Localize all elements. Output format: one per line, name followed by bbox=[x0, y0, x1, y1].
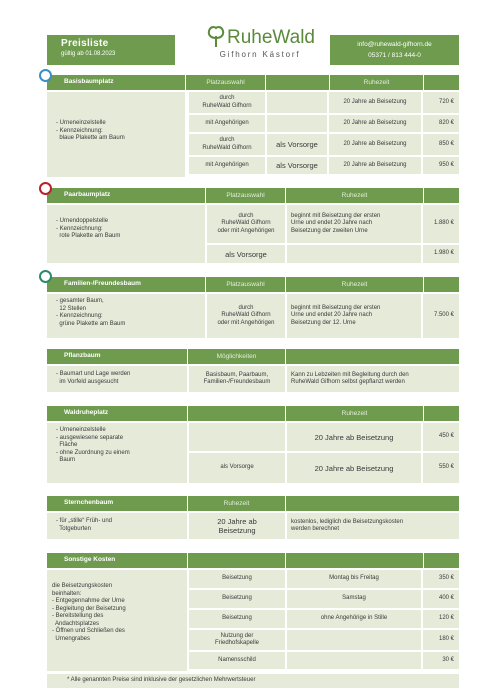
section-title-basis: Basisbaumplatz bbox=[47, 75, 185, 90]
header-empty bbox=[187, 553, 285, 568]
desc-pflanz: - Baumart und Lage werden im Vorfeld ausgesucht bbox=[56, 371, 131, 385]
sonstige-row5-price: 30 € bbox=[423, 652, 459, 669]
basis-row1-option: durch RuheWald Gifhorn bbox=[189, 92, 265, 113]
paar-row1-ruhezeit: beginnt mit Beisetzung der ersten Urne und endet 20 Jahre nach Beisetzung der zweiten Urne bbox=[287, 205, 421, 243]
header-platzauswahl: Platzauswahl bbox=[185, 75, 265, 90]
sonstige-row2-when: Samstag bbox=[287, 590, 421, 608]
paar-row1-option: durch RuheWald Gifhorn oder mit Angehörigen bbox=[207, 205, 285, 243]
desc-basis: - Urneneinzelstelle - Kennzeichnung: blaue Plakette am Baum bbox=[56, 120, 125, 141]
header-price bbox=[423, 75, 459, 90]
basis-row2-ruhezeit: 20 Jahre ab Beisetzung bbox=[329, 115, 421, 132]
valid-date: gültig ab 01.08.2023 bbox=[61, 51, 116, 57]
pflanz-desc: Kann zu Lebzeiten mit Begleitung durch den RuheWald Gifhorn selbst gepflanzt werden bbox=[287, 366, 459, 392]
header-empty bbox=[285, 553, 423, 568]
header-ruhezeit: Ruhezeit bbox=[285, 188, 423, 203]
section-title-sternchen: Sternchenbaum bbox=[47, 496, 187, 511]
header-moeglichkeiten: Möglichkeiten bbox=[187, 349, 285, 364]
sonstige-row1-price: 350 € bbox=[423, 570, 459, 588]
basis-row4-vorsorge: als Vorsorge bbox=[267, 157, 327, 174]
header-price bbox=[423, 277, 459, 292]
basis-row1-price: 720 € bbox=[423, 92, 459, 113]
contact-box bbox=[330, 35, 459, 65]
basis-row2-price: 820 € bbox=[423, 115, 459, 132]
header-empty bbox=[265, 75, 329, 90]
price-list-header bbox=[47, 35, 175, 65]
sonstige-row3-price: 120 € bbox=[423, 610, 459, 628]
basis-row2-option: mit Angehörigen bbox=[189, 115, 265, 132]
sonstige-row4-item: Nutzung der Friedhofskapelle bbox=[189, 630, 285, 650]
logo bbox=[195, 24, 325, 74]
contact-email[interactable]: info@ruhewald-gifhorn.de bbox=[357, 41, 432, 48]
sternchen-desc: kostenlos, lediglich die Beisetzungskosten werden berechnet bbox=[287, 513, 459, 539]
page-title: Preisliste bbox=[61, 38, 109, 49]
section-title-sonstige: Sonstige Kosten bbox=[47, 553, 187, 568]
basis-row3-ruhezeit: 20 Jahre ab Beisetzung bbox=[329, 134, 421, 155]
header-ruhezeit: Ruhezeit bbox=[187, 496, 285, 511]
desc-paar: - Urnendoppelstelle - Kennzeichnung: rote Plakette am Baum bbox=[56, 218, 121, 239]
header-platzauswahl: Platzauswahl bbox=[205, 277, 285, 292]
section-title-wald: Waldruheplatz bbox=[47, 406, 187, 421]
sternchen-ruhezeit: 20 Jahre ab Beisetzung bbox=[189, 513, 285, 539]
paar-row2-price: 1.980 € bbox=[423, 245, 459, 263]
wald-row2-ruhezeit: 20 Jahre ab Beisetzung bbox=[287, 453, 421, 483]
basis-row4-ruhezeit: 20 Jahre ab Beisetzung bbox=[329, 157, 421, 174]
basis-row2-vorsorge bbox=[267, 115, 327, 132]
basis-row4-option: mit Angehörigen bbox=[189, 157, 265, 174]
header-ruhezeit: Ruhezeit bbox=[285, 406, 423, 421]
header-empty bbox=[187, 406, 285, 421]
basis-row3-vorsorge: als Vorsorge bbox=[267, 134, 327, 155]
basis-row4-price: 950 € bbox=[423, 157, 459, 174]
sonstige-row4-price: 180 € bbox=[423, 630, 459, 650]
pflanz-option: Basisbaum, Paarbaum, Familien-/Freundesbaum bbox=[189, 366, 285, 392]
wald-row1-ruhezeit: 20 Jahre ab Beisetzung bbox=[287, 423, 421, 451]
sonstige-row2-item: Beisetzung bbox=[189, 590, 285, 608]
wald-row2-price: 550 € bbox=[423, 453, 459, 483]
sonstige-row3-when: ohne Angehörige in Stille bbox=[287, 610, 421, 628]
desc-familie: - gesamter Baum, 12 Stellen - Kennzeichnung: grüne Plakette am Baum bbox=[56, 298, 126, 327]
desc-wald: - Urneneinzelstelle - ausgewiesene separate Fläche - ohne Zuordnung zu einem Baum bbox=[56, 427, 130, 463]
contact-phone[interactable]: 05371 / 813 444-0 bbox=[368, 52, 421, 59]
red-marker-icon bbox=[39, 182, 52, 195]
sonstige-row5-item: Namensschild bbox=[189, 652, 285, 669]
desc-sternchen: - für „stille“ Früh- und Totgeburten bbox=[56, 518, 113, 532]
paar-row1-price: 1.880 € bbox=[423, 205, 459, 243]
familie-price: 7.500 € bbox=[423, 294, 459, 338]
wald-row1-price: 450 € bbox=[423, 423, 459, 451]
header-empty bbox=[285, 496, 459, 511]
section-title-familie: Familien-/Freundesbaum bbox=[47, 277, 205, 292]
paar-row2-empty bbox=[287, 245, 421, 263]
wald-row2-option: als Vorsorge bbox=[189, 453, 285, 483]
header-price bbox=[423, 188, 459, 203]
sonstige-row3-item: Beisetzung bbox=[189, 610, 285, 628]
paar-row2-option: als Vorsorge bbox=[207, 245, 285, 263]
sonstige-row4-when bbox=[287, 630, 421, 650]
sonstige-row5-when bbox=[287, 652, 421, 669]
familie-ruhezeit: beginnt mit Beisetzung der ersten Urne und endet 20 Jahre nach Beisetzung der 12. Urne bbox=[287, 294, 421, 338]
vat-footnote: * Alle genannten Preise sind inklusive der gesetzlichen Mehrwertsteuer bbox=[47, 674, 459, 688]
basis-row3-option: durch RuheWald Gifhorn bbox=[189, 134, 265, 155]
logo-subtitle: Gifhorn Kästorf bbox=[219, 50, 301, 59]
green-marker-icon bbox=[39, 270, 52, 283]
sonstige-row1-when: Montag bis Freitag bbox=[287, 570, 421, 588]
desc-sonstige: die Beisetzungskosten beinhalten: - Entgegennahme der Urne - Begleitung der Beisetzung - Bereitstellung des Andachtsplatzes - Öffnen und Schließen des Urnengrabes bbox=[52, 583, 126, 642]
header-ruhezeit: Ruhezeit bbox=[285, 277, 423, 292]
header-platzauswahl: Platzauswahl bbox=[205, 188, 285, 203]
basis-row3-price: 850 € bbox=[423, 134, 459, 155]
basis-row1-ruhezeit: 20 Jahre ab Beisetzung bbox=[329, 92, 421, 113]
sonstige-row2-price: 400 € bbox=[423, 590, 459, 608]
blue-marker-icon bbox=[39, 69, 52, 82]
tree-logo-icon bbox=[205, 24, 227, 48]
header-empty bbox=[423, 553, 459, 568]
familie-option: durch RuheWald Gifhorn oder mit Angehörigen bbox=[207, 294, 285, 338]
basis-row1-vorsorge bbox=[267, 92, 327, 113]
header-price bbox=[423, 406, 459, 421]
section-title-pflanz: Pflanzbaum bbox=[47, 349, 187, 364]
wald-row1-option bbox=[189, 423, 285, 451]
sonstige-row1-item: Beisetzung bbox=[189, 570, 285, 588]
section-title-paar: Paarbaumplatz bbox=[47, 188, 205, 203]
header-empty bbox=[285, 349, 459, 364]
logo-name: RuheWald bbox=[226, 27, 315, 48]
header-ruhezeit: Ruhezeit bbox=[329, 75, 423, 90]
